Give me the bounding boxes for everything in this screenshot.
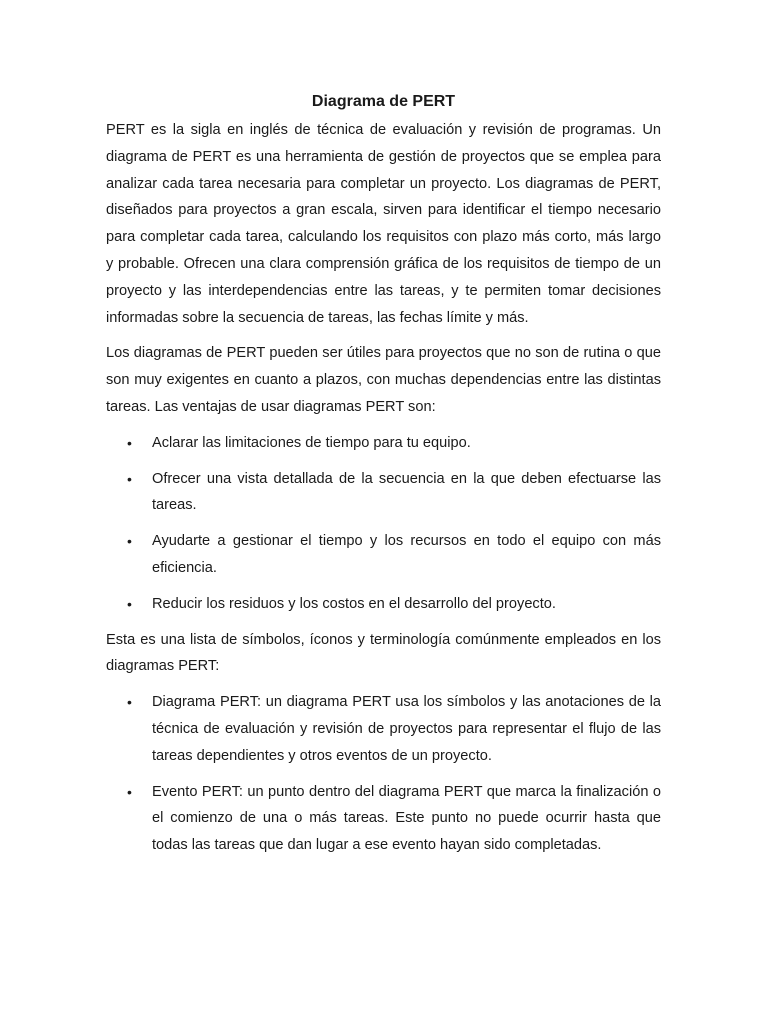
list-item (106, 779, 661, 859)
intro-paragraph: PERT es la sigla en inglés de técnica de evaluación y revisión de programas. Un diagrama de PERT es una herramienta de gestión de proyectos que se emplea para analizar cada tarea necesaria para completar un proyecto. Los diagramas de PERT, diseñados para proyectos a gran escala, sirven para identificar el tiempo necesario para completar cada tarea, calculando los requisitos con plazo más corto, más largo y probable. Ofrecen una clara comprensión gráfica de los requisitos de tiempo de un proyecto y las interdependencias entre las tareas, y te permiten tomar decisiones informadas sobre la secuencia de tareas, las fechas límite y más. (106, 122, 661, 326)
list-item (106, 430, 661, 457)
list-item-text: Ayudarte a gestionar el tiempo y los recursos en todo el equipo con más eficiencia. (152, 533, 661, 576)
bullet-icon: • (127, 694, 132, 711)
advantages-intro-paragraph: Los diagramas de PERT pueden ser útiles para proyectos que no son de rutina o que son muy exigentes en cuanto a plazos, con muchas dependencias entre las distintas tareas. Las ventajas de usar diagramas PERT son: (106, 345, 661, 415)
list-item (106, 591, 661, 618)
document-page (106, 90, 661, 868)
list-item (106, 689, 661, 769)
list-item-text: Reducir los residuos y los costos en el desarrollo del proyecto. (152, 595, 556, 612)
bullet-icon: • (127, 470, 132, 487)
bullet-icon: • (127, 434, 132, 451)
symbols-intro-paragraph: Esta es una lista de símbolos, íconos y terminología comúnmente empleados en los diagramas PERT: (106, 631, 661, 675)
document-title: Diagrama de PERT (311, 93, 456, 110)
list-item-text: Evento PERT: un punto dentro del diagrama PERT que marca la finalización o el comienzo de una o más tareas. Este punto no puede ocurrir hasta que todas las tareas que dan lugar a ese evento hayan sido completadas. (152, 783, 661, 854)
advantages-list (106, 430, 661, 618)
bullet-icon: • (127, 533, 132, 550)
list-item-text: Ofrecer una vista detallada de la secuencia en la que deben efectuarse las tareas. (152, 470, 661, 514)
symbols-list (106, 689, 661, 859)
list-item (106, 466, 661, 520)
bullet-icon: • (127, 595, 132, 612)
list-item-text: Aclarar las limitaciones de tiempo para tu equipo. (152, 434, 471, 451)
bullet-icon: • (127, 783, 132, 800)
list-item (106, 528, 661, 582)
list-item-text: Diagrama PERT: un diagrama PERT usa los símbolos y las anotaciones de la técnica de evaluación y revisión de proyectos para representar el flujo de las tareas dependientes y otros eventos de un proyecto. (152, 694, 661, 764)
